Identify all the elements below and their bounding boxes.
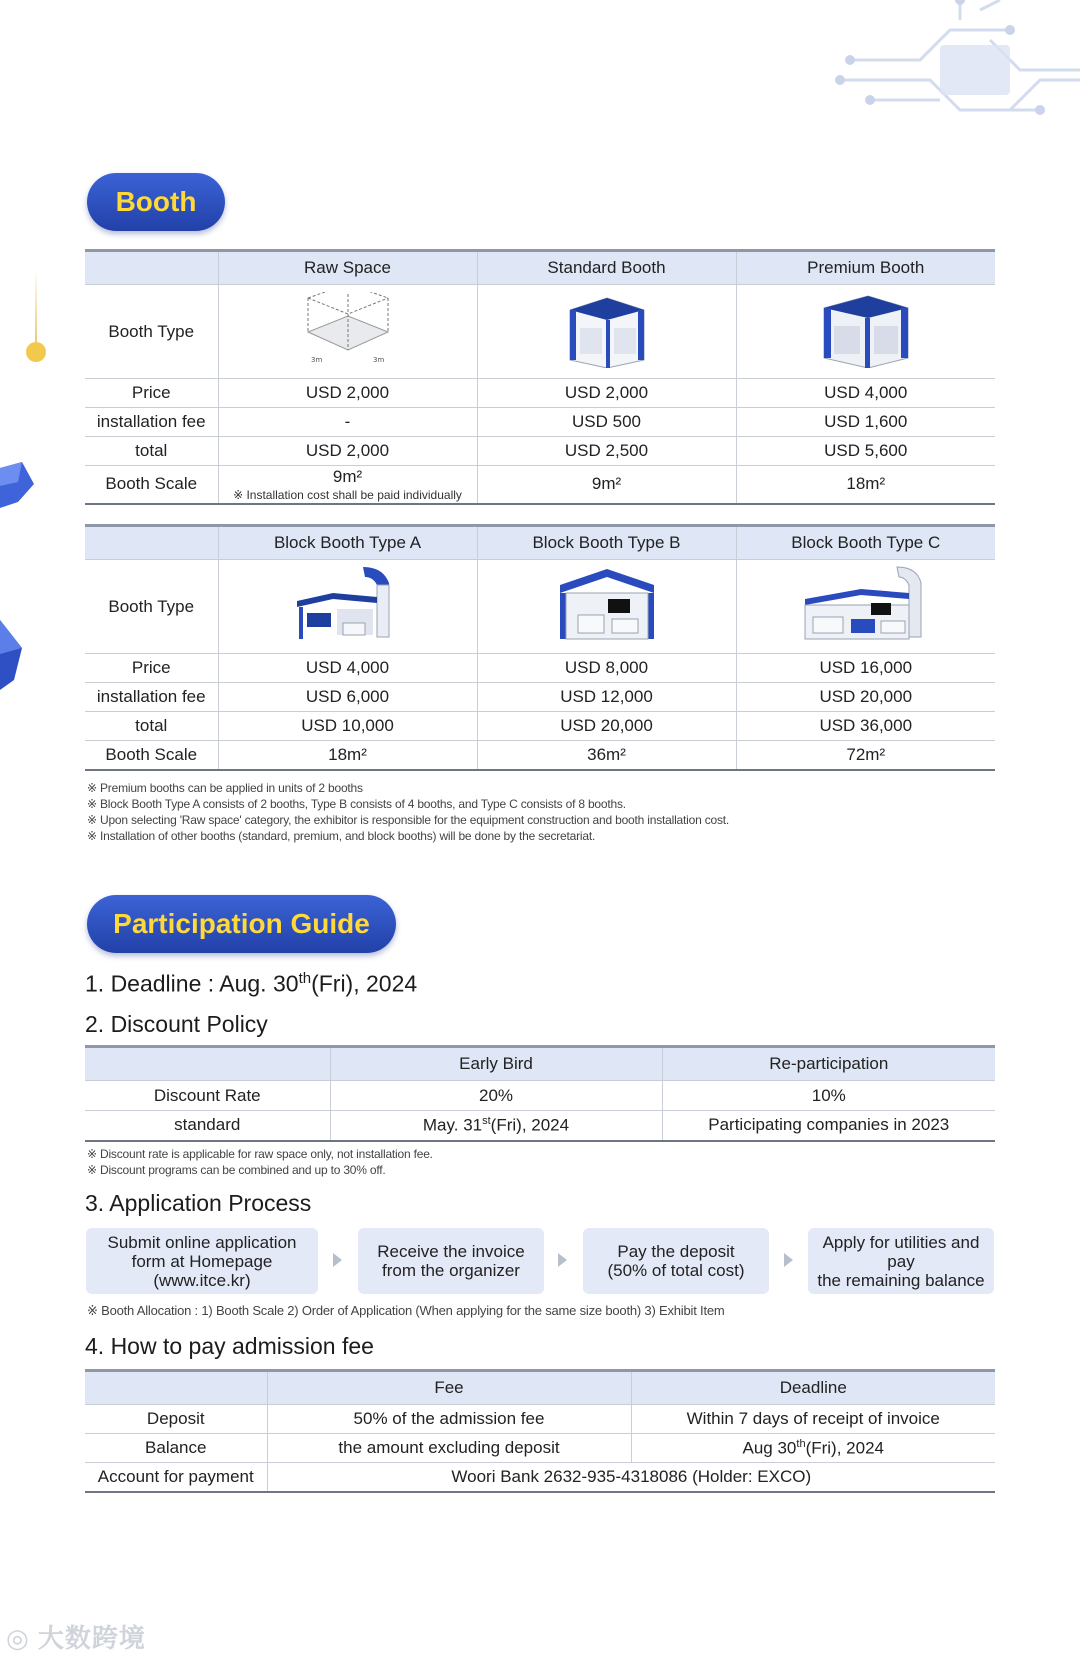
installation-note: ※ Installation cost shall be paid individually [233, 487, 462, 502]
booth-image-block-b [477, 560, 736, 654]
table-cell: Participating companies in 2023 [662, 1111, 995, 1141]
step-line: Submit online application [107, 1232, 297, 1252]
note-line: ※ Block Booth Type A consists of 2 booths, Type B consists of 4 booths, and Type C consists of 8 booths. [87, 797, 626, 811]
table-cell: 18m² [218, 741, 477, 770]
table-cell: 20% [330, 1081, 662, 1111]
raw-space-icon [293, 292, 403, 366]
table-cell [330, 1111, 662, 1141]
table-cell: 18m² [736, 466, 995, 504]
watermark-text: 大数跨境 [37, 1623, 146, 1653]
decorative-gem [0, 620, 22, 690]
table-cell: USD 4,000 [218, 654, 477, 683]
table-header: Re-participation [662, 1047, 995, 1081]
booth-image-premium [736, 285, 995, 379]
table-cell: 36m² [477, 741, 736, 770]
row-label: Discount Rate [85, 1081, 330, 1111]
table-cell: USD 12,000 [477, 683, 736, 712]
note-line: ※ Installation of other booths (standard, premium, and block booths) will be done by the secretariat. [87, 829, 596, 843]
table-cell: USD 8,000 [477, 654, 736, 683]
table-cell: USD 10,000 [218, 712, 477, 741]
row-label: total [85, 437, 218, 466]
step-line: (www.itce.kr) [153, 1270, 251, 1290]
row-label: Account for payment [85, 1463, 267, 1492]
early-date-sup: st [482, 1114, 491, 1127]
balance-deadline-suffix: (Fri), 2024 [805, 1438, 884, 1458]
booth-image-block-c [736, 560, 995, 654]
circuit-decoration [810, 0, 1080, 140]
table-header [85, 526, 218, 560]
row-label: installation fee [85, 408, 218, 437]
table-cell: 9m² [477, 466, 736, 504]
decorative-dot [26, 342, 46, 362]
table-cell [631, 1434, 995, 1463]
step-line: (50% of total cost) [607, 1261, 745, 1280]
booth-image-raw-space [218, 285, 477, 379]
table-cell: USD 500 [477, 408, 736, 437]
table-cell: Woori Bank 2632-935-4318086 (Holder: EXCO) [267, 1463, 995, 1492]
table-cell: USD 16,000 [736, 654, 995, 683]
row-label: Balance [85, 1434, 267, 1463]
arrow-right-icon [558, 1253, 567, 1267]
deadline-prefix: 1. Deadline : Aug. 30 [85, 970, 299, 997]
process-heading: 3. Application Process [85, 1190, 312, 1216]
table-cell: the amount excluding deposit [267, 1434, 631, 1463]
step-line: Apply for utilities and pay [822, 1232, 980, 1271]
table-cell: USD 2,500 [477, 437, 736, 466]
block-booth-c-icon [801, 563, 931, 645]
deadline-heading [85, 970, 417, 998]
table-cell: USD 4,000 [736, 379, 995, 408]
row-label: Price [85, 379, 218, 408]
fee-table [85, 1369, 995, 1493]
table-header: Fee [267, 1371, 631, 1405]
early-date-prefix: May. 31 [422, 1115, 483, 1135]
scale-value: 9m² [332, 466, 363, 486]
table-header [85, 251, 218, 285]
fee-heading: 4. How to pay admission fee [85, 1333, 374, 1359]
table-cell: USD 36,000 [736, 712, 995, 741]
table-header: Block Booth Type A [218, 526, 477, 560]
table-header [85, 1371, 267, 1405]
table-cell: USD 20,000 [736, 683, 995, 712]
balance-deadline-prefix: Aug 30 [742, 1438, 797, 1458]
row-label: standard [85, 1111, 330, 1141]
note-line: ※ Discount rate is applicable for raw space only, not installation fee. [87, 1147, 433, 1161]
premium-booth-icon [818, 290, 914, 368]
booth-table-1 [85, 249, 995, 505]
block-booth-a-icon [293, 563, 403, 645]
table-cell: 50% of the admission fee [267, 1405, 631, 1434]
booth-notes [87, 780, 987, 844]
step-line: Pay the deposit [617, 1242, 735, 1261]
table-cell [218, 466, 477, 504]
row-label: Booth Scale [85, 741, 218, 770]
table-header: Deadline [631, 1371, 995, 1405]
table-cell: Within 7 days of receipt of invoice [631, 1405, 995, 1434]
booth-section-title: Booth [87, 173, 225, 231]
discount-table [85, 1045, 995, 1142]
table-cell: USD 1,600 [736, 408, 995, 437]
table-cell: USD 2,000 [218, 437, 477, 466]
table-cell: USD 2,000 [477, 379, 736, 408]
note-line: ※ Premium booths can be applied in units of 2 booths [87, 781, 363, 795]
table-header: Block Booth Type B [477, 526, 736, 560]
booth-image-block-a [218, 560, 477, 654]
decorative-line [35, 268, 37, 346]
table-cell: USD 6,000 [218, 683, 477, 712]
allocation-note: ※ Booth Allocation : 1) Booth Scale 2) Order of Application (When applying for the same size booth) 3) Exhibit Item [87, 1303, 725, 1318]
row-label: Deposit [85, 1405, 267, 1434]
note-line: ※ Upon selecting 'Raw space' category, the exhibitor is responsible for the equipment construction and booth installation cost. [87, 813, 730, 827]
standard-booth-icon [562, 290, 652, 368]
process-step-1 [86, 1228, 318, 1294]
booth-image-standard [477, 285, 736, 379]
step-line: Receive the invoice [377, 1242, 525, 1261]
row-label: installation fee [85, 683, 218, 712]
booth-table-2 [85, 524, 995, 771]
table-header [85, 1047, 330, 1081]
table-header: Early Bird [330, 1047, 662, 1081]
table-cell: 72m² [736, 741, 995, 770]
discount-heading: 2. Discount Policy [85, 1011, 268, 1037]
deadline-suffix: (Fri), 2024 [311, 970, 418, 997]
row-label: total [85, 712, 218, 741]
arrow-right-icon [784, 1253, 793, 1267]
row-label: Booth Scale [85, 466, 218, 504]
table-header: Raw Space [218, 251, 477, 285]
table-cell: USD 2,000 [218, 379, 477, 408]
svg-text:3m: 3m [310, 356, 322, 364]
deadline-sup: th [298, 970, 312, 987]
watermark [6, 1618, 146, 1655]
table-header: Standard Booth [477, 251, 736, 285]
decorative-gem [0, 462, 34, 508]
guide-section-title: Participation Guide [87, 895, 396, 953]
early-date-suffix: (Fri), 2024 [490, 1115, 570, 1135]
process-step-2 [358, 1228, 544, 1294]
process-step-4 [808, 1228, 994, 1294]
svg-text:3m: 3m [372, 356, 384, 364]
step-line: from the organizer [382, 1261, 520, 1280]
table-cell: USD 20,000 [477, 712, 736, 741]
discount-notes [87, 1146, 987, 1178]
arrow-right-icon [333, 1253, 342, 1267]
table-header: Premium Booth [736, 251, 995, 285]
table-cell: USD 5,600 [736, 437, 995, 466]
watermark-logo-icon: ◎ [6, 1623, 38, 1653]
balance-deadline-sup: th [796, 1437, 806, 1450]
block-booth-b-icon [552, 563, 662, 645]
row-label: Booth Type [85, 285, 218, 379]
row-label: Booth Type [85, 560, 218, 654]
row-label: Price [85, 654, 218, 683]
table-header: Block Booth Type C [736, 526, 995, 560]
table-cell: - [218, 408, 477, 437]
step-line: form at Homepage [131, 1251, 273, 1271]
table-cell: 10% [662, 1081, 995, 1111]
step-line: the remaining balance [817, 1270, 985, 1290]
note-line: ※ Discount programs can be combined and up to 30% off. [87, 1163, 386, 1177]
process-step-3 [583, 1228, 769, 1294]
